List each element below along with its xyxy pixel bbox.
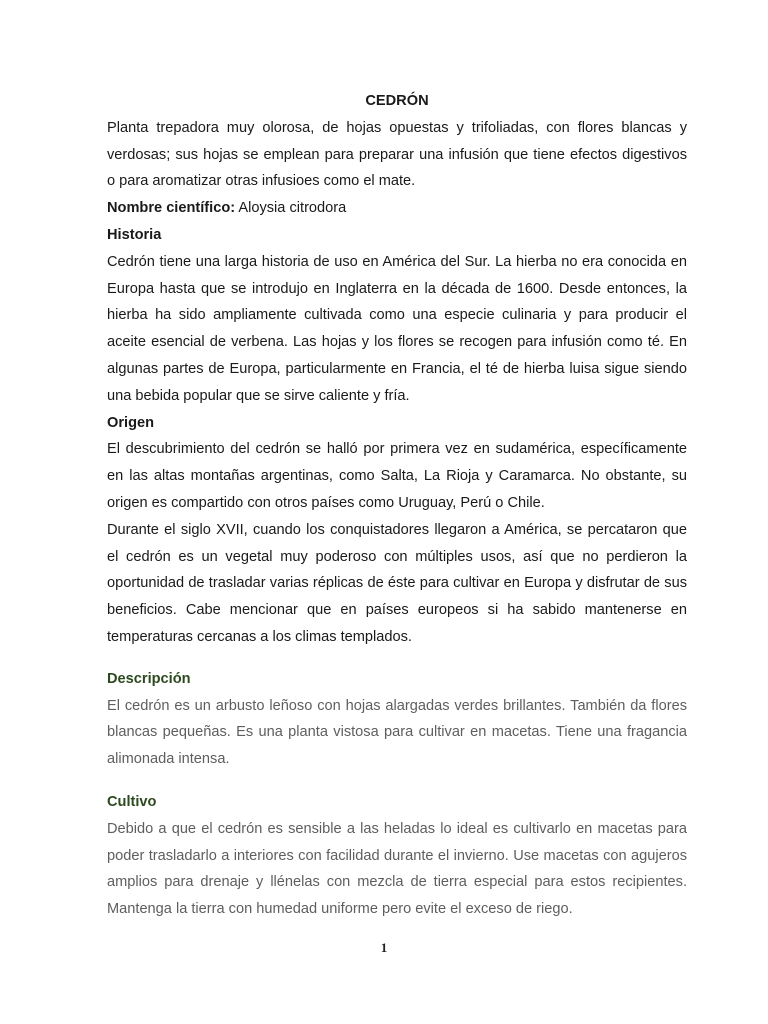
descripcion-heading: Descripción: [107, 670, 191, 687]
scientific-name-line: [107, 195, 687, 222]
section-spacer: [107, 773, 687, 789]
cultivo-paragraph: Debido a que el cedrón es sensible a las heladas lo ideal es cultivarlo en macetas para poder trasladarlo a interiores con facilidad durante el invierno. Use macetas con agujeros amplios para drenaje y llénelas con mezcla de tierra especial para estos recipientes. Mantenga la tierra con humedad uniforme pero evite el exceso de riego.: [107, 820, 687, 918]
document-title: CEDRÓN: [365, 93, 429, 109]
page-number: 1: [380, 940, 388, 955]
document-body: [107, 88, 687, 923]
section-spacer: [107, 651, 687, 666]
historia-paragraph: Cedrón tiene una larga historia de uso en América del Sur. La hierba no era conocida en Europa hasta que se introdujo en Inglaterra en la década de 1600. Desde entonces, la hierba ha sido ampliamente cultivada como una especie culinaria y para producir el aceite esencial de verbena. Las hojas y los flores se recogen para infusión como té. En algunas partes de Europa, particularmente en Francia, el té de hierba luisa sigue siendo una bebida popular que se sirve caliente y fría.: [107, 253, 687, 404]
origen-paragraph-2: Durante el siglo XVII, cuando los conquistadores llegaron a América, se percataron que el cedrón es un vegetal muy poderoso con múltiples usos, así que no perdieron la oportunidad de trasladar varias réplicas de éste para cultivar en Europa y disfrutar de sus beneficios. Cabe mencionar que en países europeos si ha sabido mantenerse en temperaturas cercanas a los climas templados.: [107, 521, 687, 645]
origen-paragraph-1: El descubrimiento del cedrón se halló por primera vez en sudamérica, específicamente en las altas montañas argentinas, como Salta, La Rioja y Caramarca. No obstante, su origen es compartido con otros países como Uruguay, Perú o Chile.: [107, 441, 687, 511]
historia-heading: Historia: [107, 226, 162, 243]
cultivo-heading: Cultivo: [107, 793, 157, 810]
scientific-name-value: Aloysia citrodora: [235, 200, 347, 217]
intro-paragraph: Planta trepadora muy olorosa, de hojas opuestas y trifoliadas, con flores blancas y verdosas; sus hojas se emplean para preparar una infusión que tiene efectos digestivos o para aromatizar otras infusioes como el mate.: [107, 119, 687, 190]
descripcion-paragraph: El cedrón es un arbusto leñoso con hojas alargadas verdes brillantes. También da flores blancas pequeñas. Es una planta vistosa para cultivar en macetas. Tiene una fragancia alimonada intensa.: [107, 697, 687, 768]
origen-heading: Origen: [107, 414, 155, 431]
scientific-name-label: Nombre científico:: [107, 200, 236, 217]
